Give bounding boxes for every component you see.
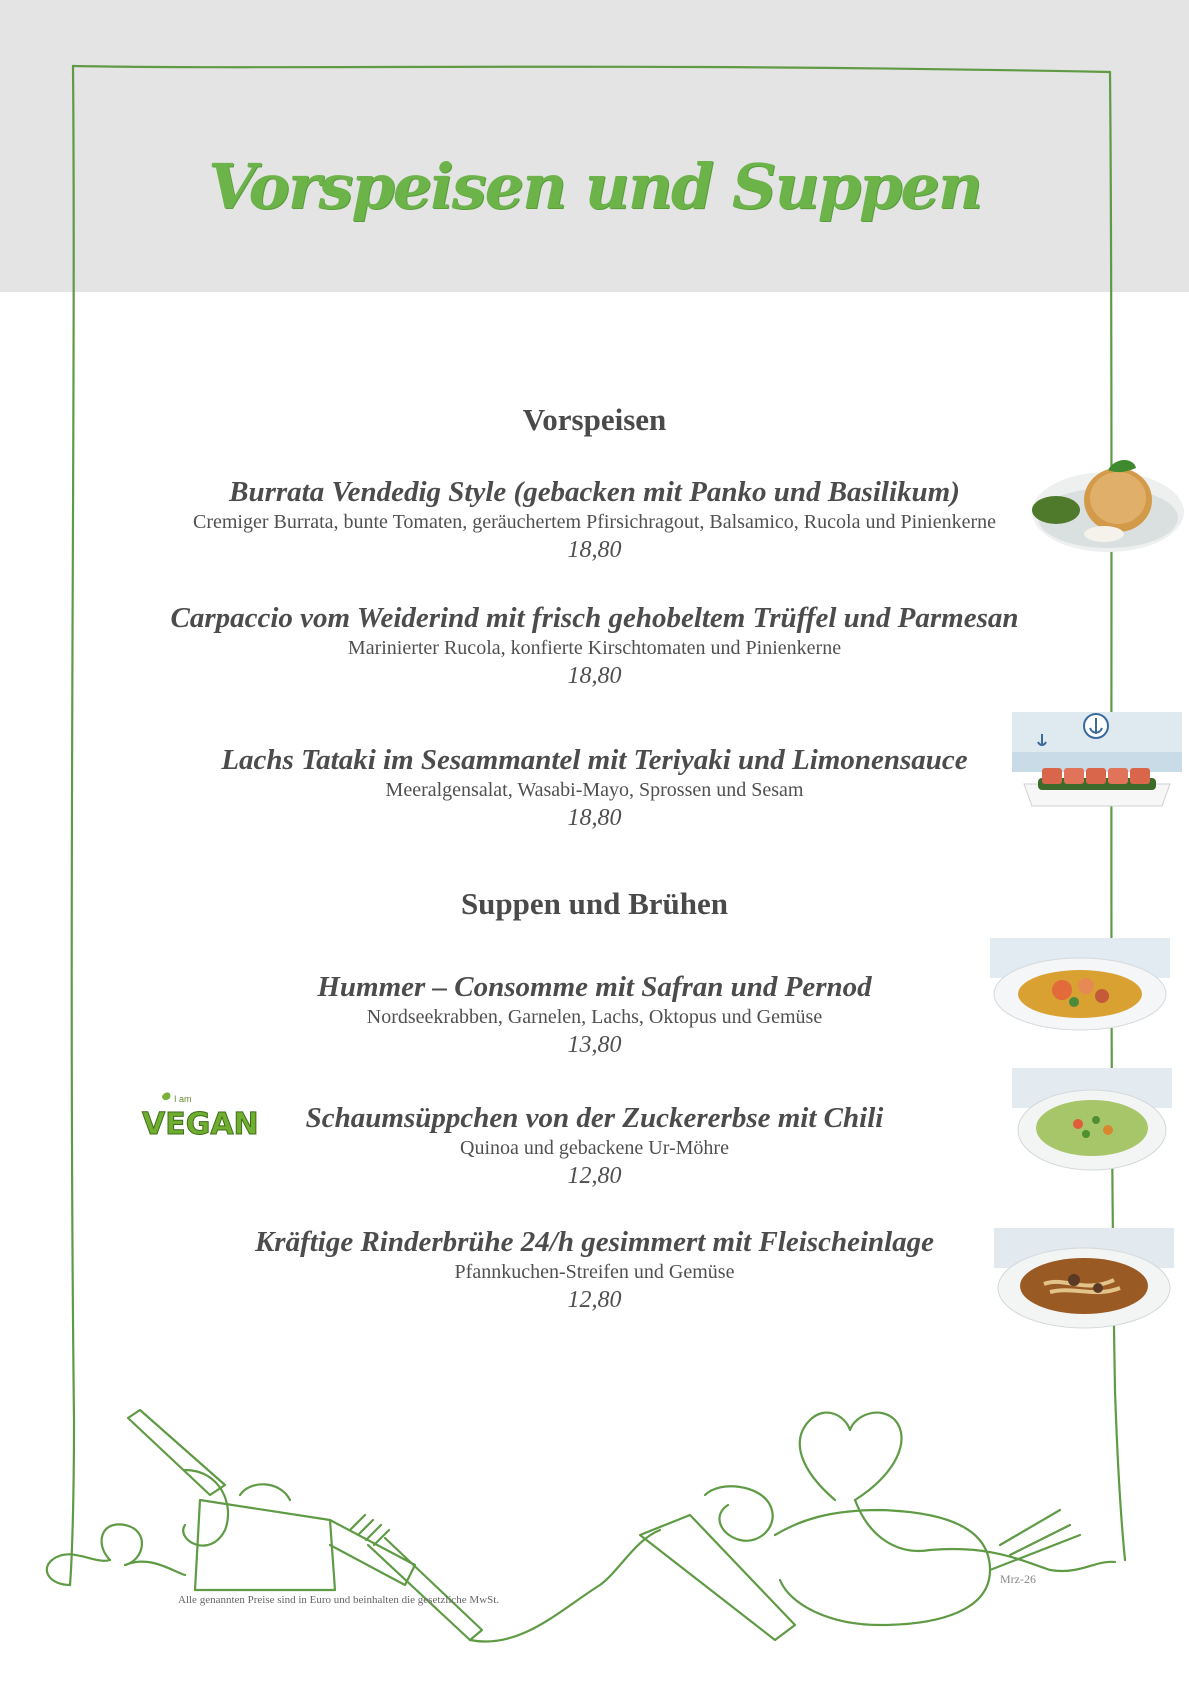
item-description: Marinierter Rucola, konfierte Kirschtomaten und Pinienkerne — [347, 637, 842, 659]
item-price: 18,80 — [567, 537, 622, 563]
menu-item — [150, 742, 1039, 834]
section-heading-suppen: Suppen und Brühen — [460, 886, 729, 921]
page-code: Mrz-26 — [1000, 1572, 1036, 1586]
item-price: 12,80 — [567, 1287, 622, 1313]
item-description: Meeralgensalat, Wasabi-Mayo, Sprossen und Sesam — [385, 779, 804, 801]
vegan-badge-small-text: I am — [174, 1094, 192, 1104]
vegan-badge-text: VEGAN — [142, 1107, 259, 1140]
item-description: Nordseekrabben, Garnelen, Lachs, Oktopus und Gemüse — [366, 1006, 823, 1028]
menu-item — [150, 1224, 1039, 1316]
burrata-photo — [1026, 452, 1186, 556]
lachs-tataki-photo — [1012, 712, 1182, 820]
zuckererbse-suppe-photo — [1012, 1068, 1172, 1178]
footer-price-note: Alle genannten Preise sind in Euro und beinhalten die gesetzliche MwSt. — [178, 1594, 500, 1606]
menu-item — [150, 474, 1039, 566]
menu-item — [150, 600, 1039, 692]
hummer-consomme-photo — [990, 938, 1170, 1034]
item-description: Cremiger Burrata, bunte Tomaten, geräuchertem Pfirsichragout, Balsamico, Rucola und Pinienkerne — [193, 511, 996, 533]
menu-item — [150, 1100, 1039, 1192]
item-price: 18,80 — [567, 805, 622, 831]
item-name: Carpaccio vom Weiderind mit frisch gehobeltem Trüffel und Parmesan — [170, 602, 1019, 634]
item-name: Schaumsüppchen von der Zuckererbse mit Chili — [305, 1102, 884, 1134]
item-description: Pfannkuchen-Streifen und Gemüse — [454, 1261, 735, 1283]
menu-item — [150, 969, 1039, 1061]
item-description: Quinoa und gebackene Ur-Möhre — [460, 1137, 729, 1159]
item-price: 12,80 — [567, 1163, 622, 1189]
item-price: 13,80 — [567, 1032, 622, 1058]
item-name: Kräftige Rinderbrühe 24/h gesimmert mit Fleischeinlage — [254, 1226, 935, 1258]
page-title: Vorspeisen und Suppen — [208, 150, 981, 223]
item-name: Hummer – Consomme mit Safran und Pernod — [317, 971, 872, 1003]
vegan-badge-icon — [140, 1090, 265, 1140]
item-name: Lachs Tataki im Sesammantel mit Teriyaki und Limonensauce — [221, 744, 968, 776]
rinderbruehe-photo — [994, 1228, 1174, 1332]
item-price: 18,80 — [567, 663, 622, 689]
section-heading-vorspeisen: Vorspeisen — [522, 402, 667, 437]
item-name: Burrata Vendedig Style (gebacken mit Panko und Basilikum) — [229, 476, 960, 508]
